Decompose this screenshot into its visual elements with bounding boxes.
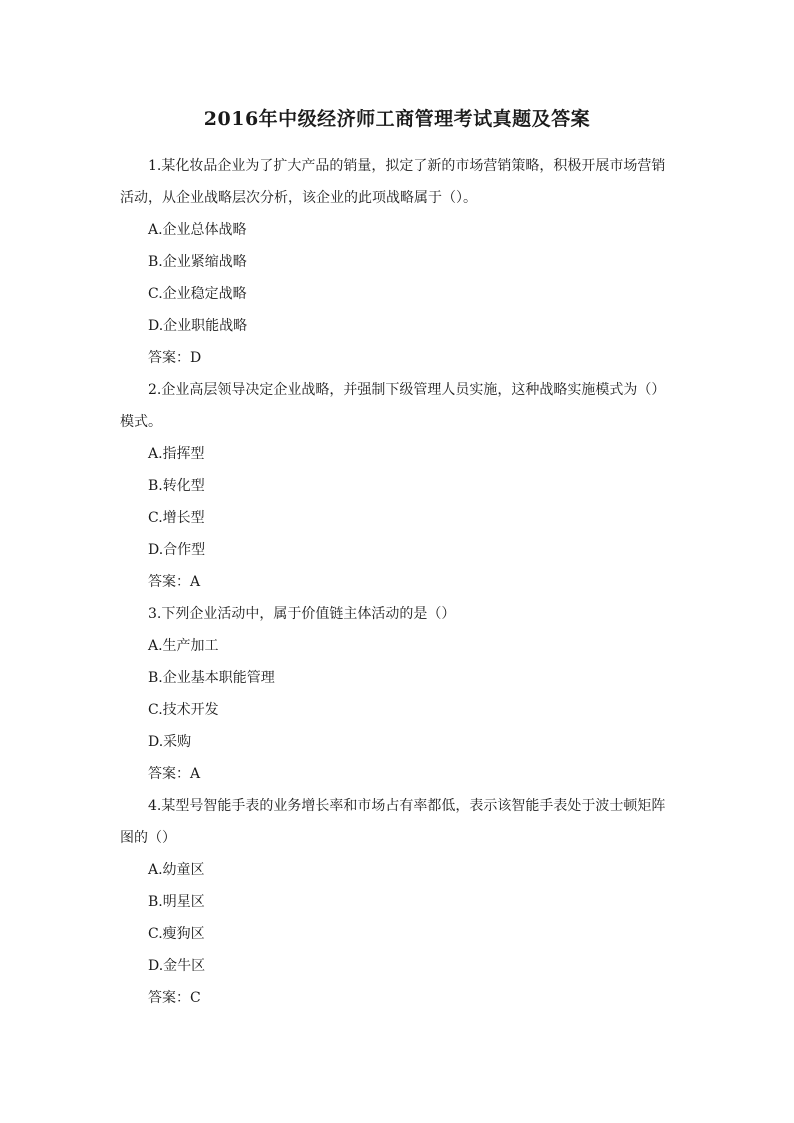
question-text-line: 3.下列企业活动中，属于价值链主体活动的是（） [148,606,456,622]
question-3 [120,598,674,790]
option-b: B.明星区 [148,894,205,910]
question-text-line: 图的（） [120,830,176,846]
option-d: D.企业职能战略 [148,318,248,334]
answer: 答案：D [148,350,202,366]
option-b: B.转化型 [148,478,205,494]
question-1 [120,150,674,374]
document-title: 2016年中级经济师工商管理考试真题及答案 [203,108,591,130]
question-text-line: 模式。 [120,414,162,430]
answer: 答案：C [148,990,201,1006]
answer: 答案：A [148,766,201,782]
question-2 [120,374,674,598]
option-a: A.生产加工 [148,638,219,654]
answer: 答案：A [148,574,201,590]
option-c: C.技术开发 [148,702,219,718]
option-c: C.瘦狗区 [148,926,205,942]
option-c: C.增长型 [148,510,205,526]
question-text-line: 活动，从企业战略层次分析，该企业的此项战略属于（）。 [120,190,477,206]
question-list [120,150,674,1014]
option-d: D.金牛区 [148,958,206,974]
option-b: B.企业基本职能管理 [148,670,275,686]
option-c: C.企业稳定战略 [148,286,247,302]
question-4 [120,790,674,1014]
question-text-line: 2.企业高层领导决定企业战略，并强制下级管理人员实施，这种战略实施模式为（） [148,382,666,398]
question-text-line: 4.某型号智能手表的业务增长率和市场占有率都低，表示该智能手表处于波士顿矩阵 [148,798,666,814]
option-b: B.企业紧缩战略 [148,254,247,270]
option-a: A.幼童区 [148,862,205,878]
option-a: A.指挥型 [148,446,205,462]
option-d: D.合作型 [148,542,206,558]
option-a: A.企业总体战略 [148,222,247,238]
option-d: D.采购 [148,734,192,750]
question-text-line: 1.某化妆品企业为了扩大产品的销量，拟定了新的市场营销策略，积极开展市场营销 [148,158,666,174]
